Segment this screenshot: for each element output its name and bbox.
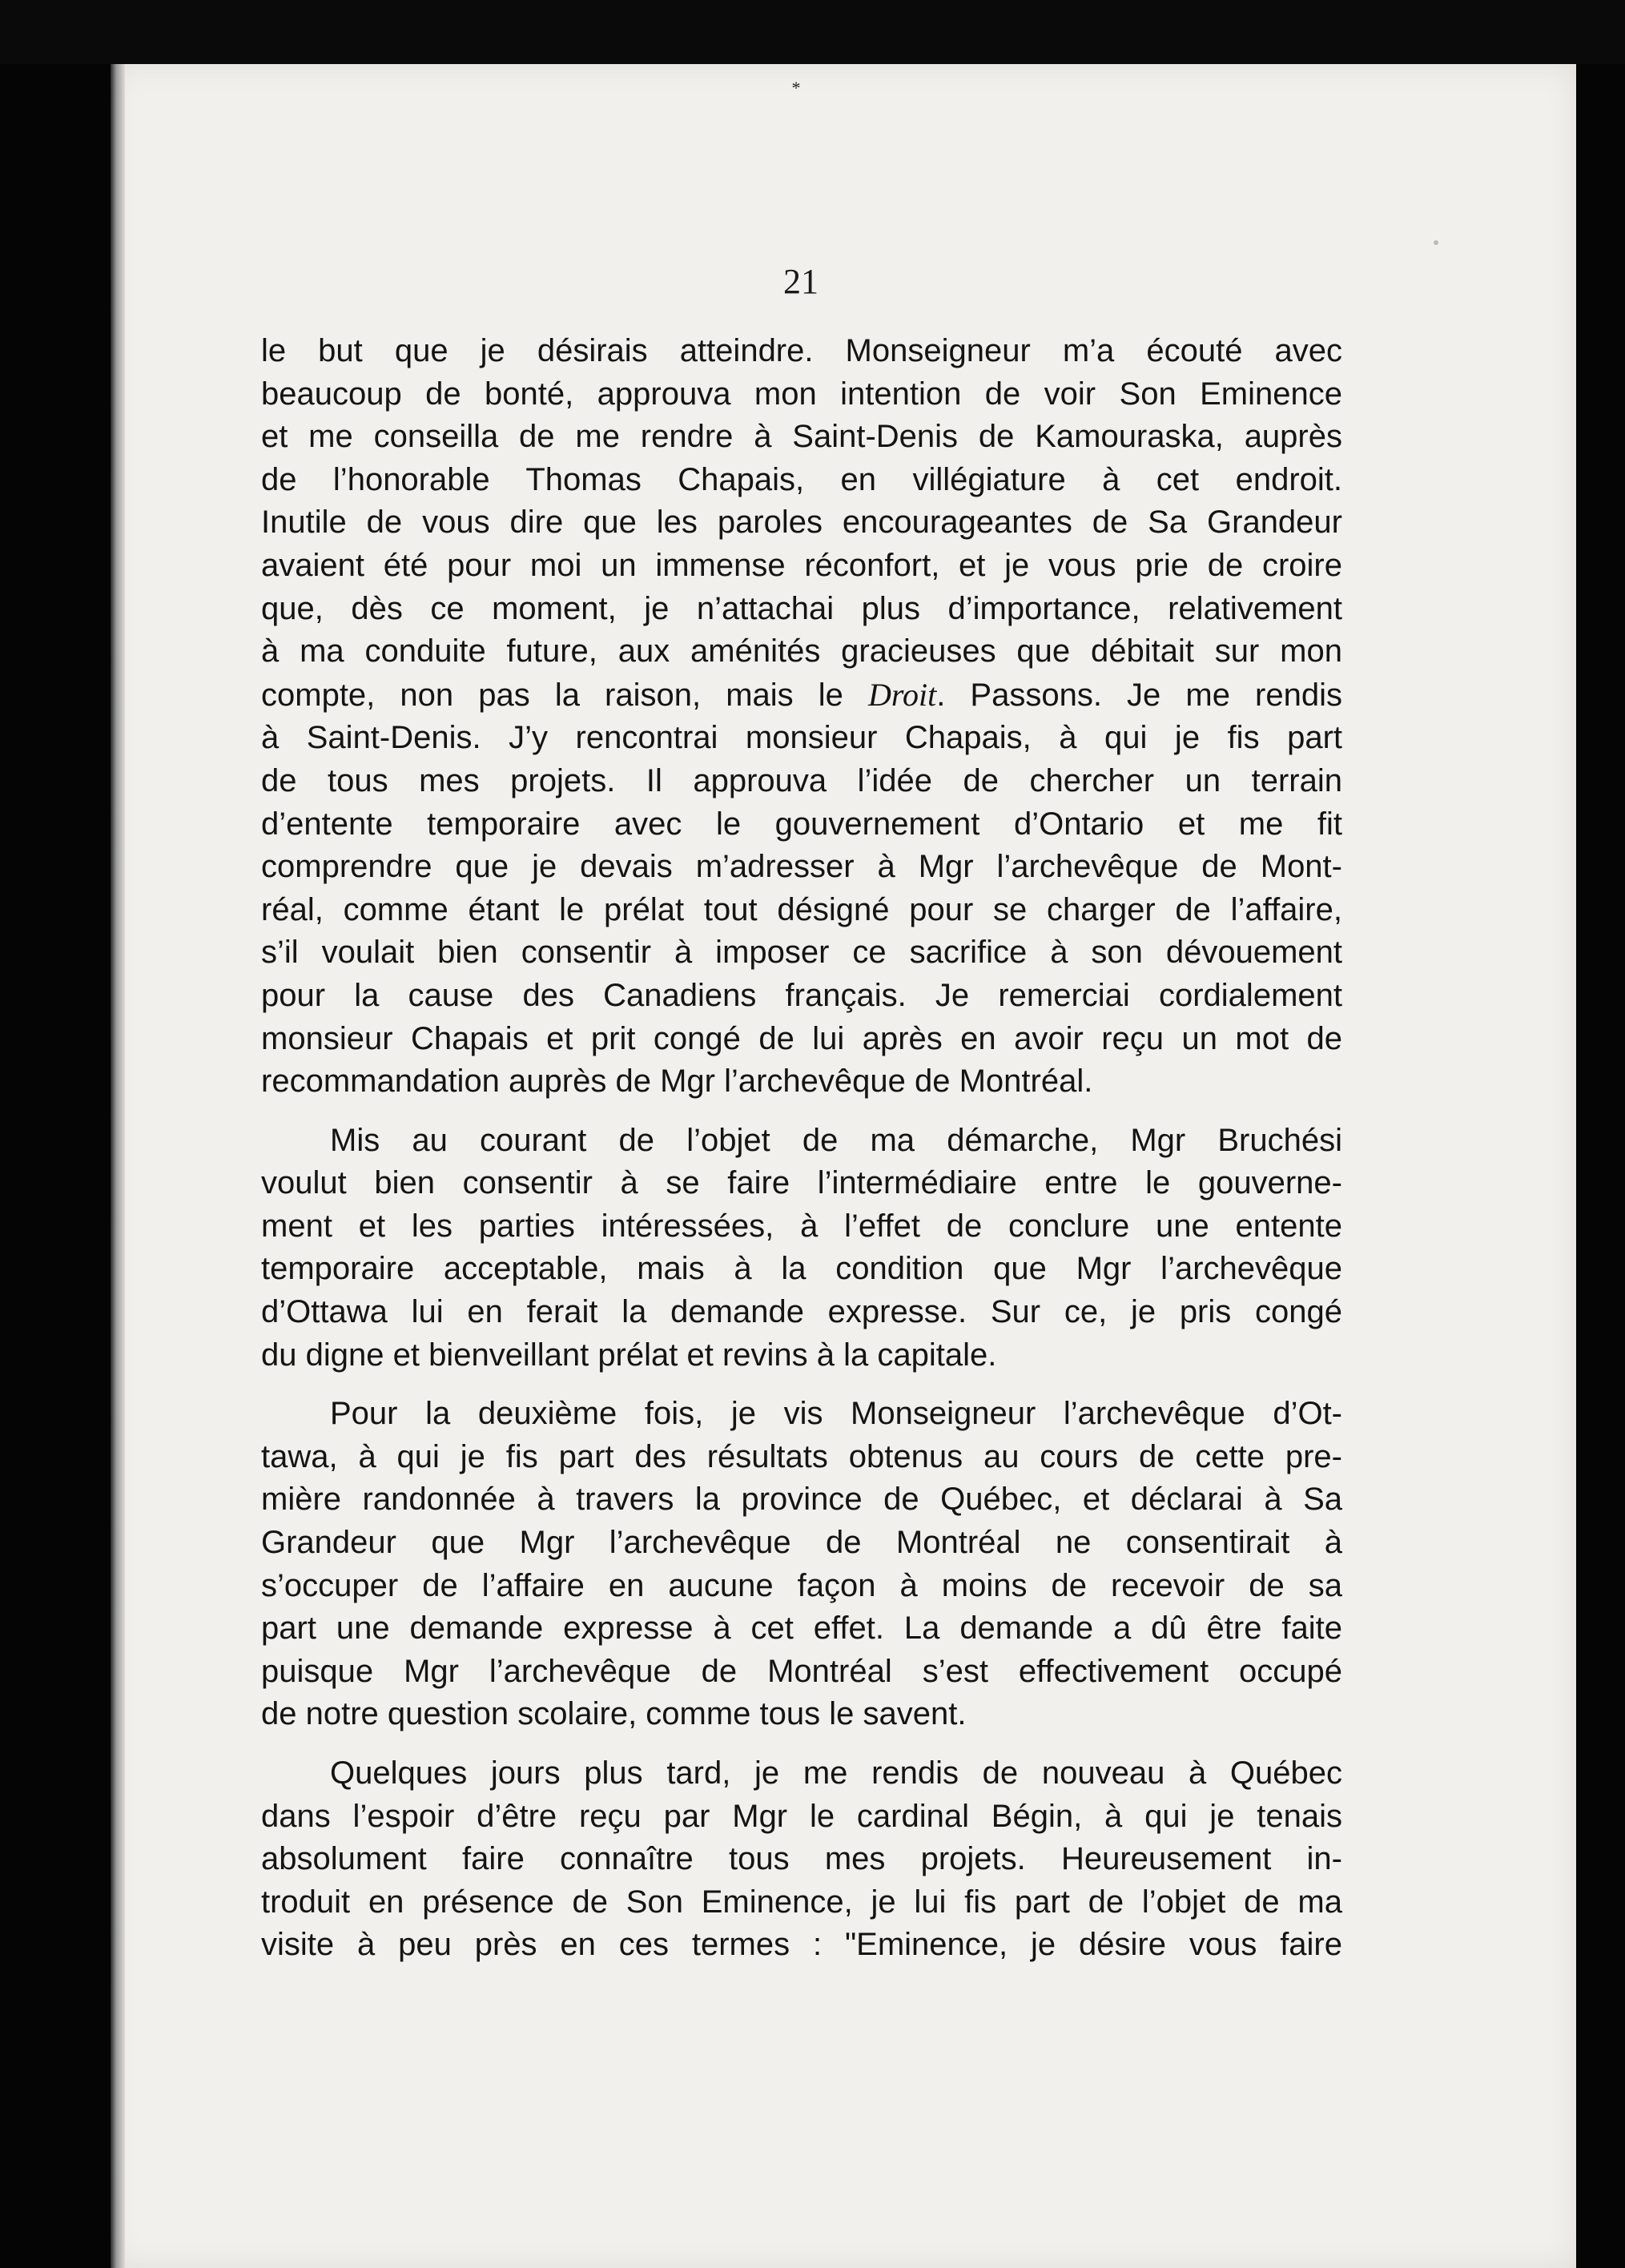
text-line: de notre question scolaire, comme tous le savent.	[261, 1696, 967, 1732]
text-line: de tous mes projets. Il approuva l’idée de chercher un terrain	[261, 762, 1342, 798]
text-line: voulut bien consentir à se faire l’intermédiaire entre le gouverne-	[261, 1165, 1342, 1201]
text-line: mière randonnée à travers la province de Québec, et déclarai à Sa	[261, 1482, 1342, 1518]
paragraph-3	[261, 1393, 1342, 1736]
text-line: de l’honorable Thomas Chapais, en villégiature à cet endroit.	[261, 461, 1342, 497]
text-line: que, dès ce moment, je n’attachai plus d’importance, relativement	[261, 590, 1342, 626]
text-line: Quelques jours plus tard, je me rendis de nouveau à Québec	[330, 1755, 1342, 1791]
text-line: le but que je désirais atteindre. Monseigneur m’a écouté avec	[261, 333, 1342, 368]
paragraph-1	[261, 330, 1342, 1104]
text-line: Inutile de vous dire que les paroles encourageantes de Sa Grandeur	[261, 505, 1342, 541]
text-line: dans l’espoir d’être reçu par Mgr le cardinal Bégin, à qui je tenais	[261, 1798, 1342, 1834]
text-line: puisque Mgr l’archevêque de Montréal s’est effectivement occupé	[261, 1653, 1342, 1689]
text-line: avaient été pour moi un immense réconfort, et je vous prie de croire	[261, 547, 1342, 583]
scan-border-top	[0, 0, 1625, 64]
paragraph-2	[261, 1120, 1342, 1377]
text-line: visite à peu près en ces termes : "Eminence, je désire vous faire	[261, 1927, 1342, 1963]
text-line: à Saint-Denis. J’y rencontrai monsieur Chapais, à qui je fis part	[261, 720, 1342, 756]
text-line: s’il voulait bien consentir à imposer ce sacrifice à son dévouement	[261, 935, 1342, 971]
text-line: pour la cause des Canadiens français. Je remerciai cordialement	[261, 977, 1342, 1013]
page-binding-edge	[111, 64, 125, 2268]
text-line: beaucoup de bonté, approuva mon intention de voir Son Eminence	[261, 376, 1342, 412]
text-line: du digne et bienveillant prélat et revins à la capitale.	[261, 1337, 997, 1373]
text-line: recommandation auprès de Mgr l’archevêque de Montréal.	[261, 1064, 1093, 1100]
text-line: tawa, à qui je fis part des résultats obtenus au cours de cette pre-	[261, 1438, 1342, 1474]
text-line: Pour la deuxième fois, je vis Monseigneur l’archevêque d’Ot-	[330, 1396, 1342, 1432]
text-line: Grandeur que Mgr l’archevêque de Montréal ne consentirait à	[261, 1525, 1342, 1561]
text-line: d’entente temporaire avec le gouvernement d’Ontario et me fit	[261, 806, 1342, 842]
text-line: s’occuper de l’affaire en aucune façon à moins de recevoir de sa	[261, 1567, 1342, 1603]
text-line: Mis au courant de l’objet de ma démarche, Mgr Bruchési	[330, 1122, 1342, 1158]
text-line: part une demande expresse à cet effet. La demande a dû être faite	[261, 1611, 1342, 1647]
text-line: ment et les parties intéressées, à l’effet de conclure une entente	[261, 1208, 1342, 1244]
page-mark: *	[791, 78, 801, 98]
text-line: réal, comme étant le prélat tout désigné pour se charger de l’affaire,	[261, 891, 1342, 927]
text-line: comprendre que je devais m’adresser à Mgr l’archevêque de Mont-	[261, 849, 1342, 885]
text-line: et me conseilla de me rendre à Saint-Denis de Kamouraska, auprès	[261, 419, 1342, 455]
italic-word: Droit	[868, 676, 937, 713]
text-segment: compte, non pas la raison, mais le	[261, 677, 868, 713]
text-line	[261, 674, 1342, 718]
text-line: d’Ottawa lui en ferait la demande expresse. Sur ce, je pris congé	[261, 1294, 1342, 1330]
body-text	[261, 330, 1342, 1983]
text-line: absolument faire connaître tous mes projets. Heureusement in-	[261, 1841, 1342, 1877]
text-line: troduit en présence de Son Eminence, je lui fis part de l’objet de ma	[261, 1884, 1342, 1920]
paragraph-4	[261, 1752, 1342, 1967]
text-line: monsieur Chapais et prit congé de lui après en avoir reçu un mot de	[261, 1020, 1342, 1056]
text-line: temporaire acceptable, mais à la condition que Mgr l’archevêque	[261, 1251, 1342, 1287]
page-number: 21	[783, 262, 819, 301]
text-line: à ma conduite future, aux aménités gracieuses que débitait sur mon	[261, 633, 1342, 670]
text-segment: . Passons. Je me rendis	[936, 677, 1343, 713]
dust-speck	[1434, 240, 1438, 245]
